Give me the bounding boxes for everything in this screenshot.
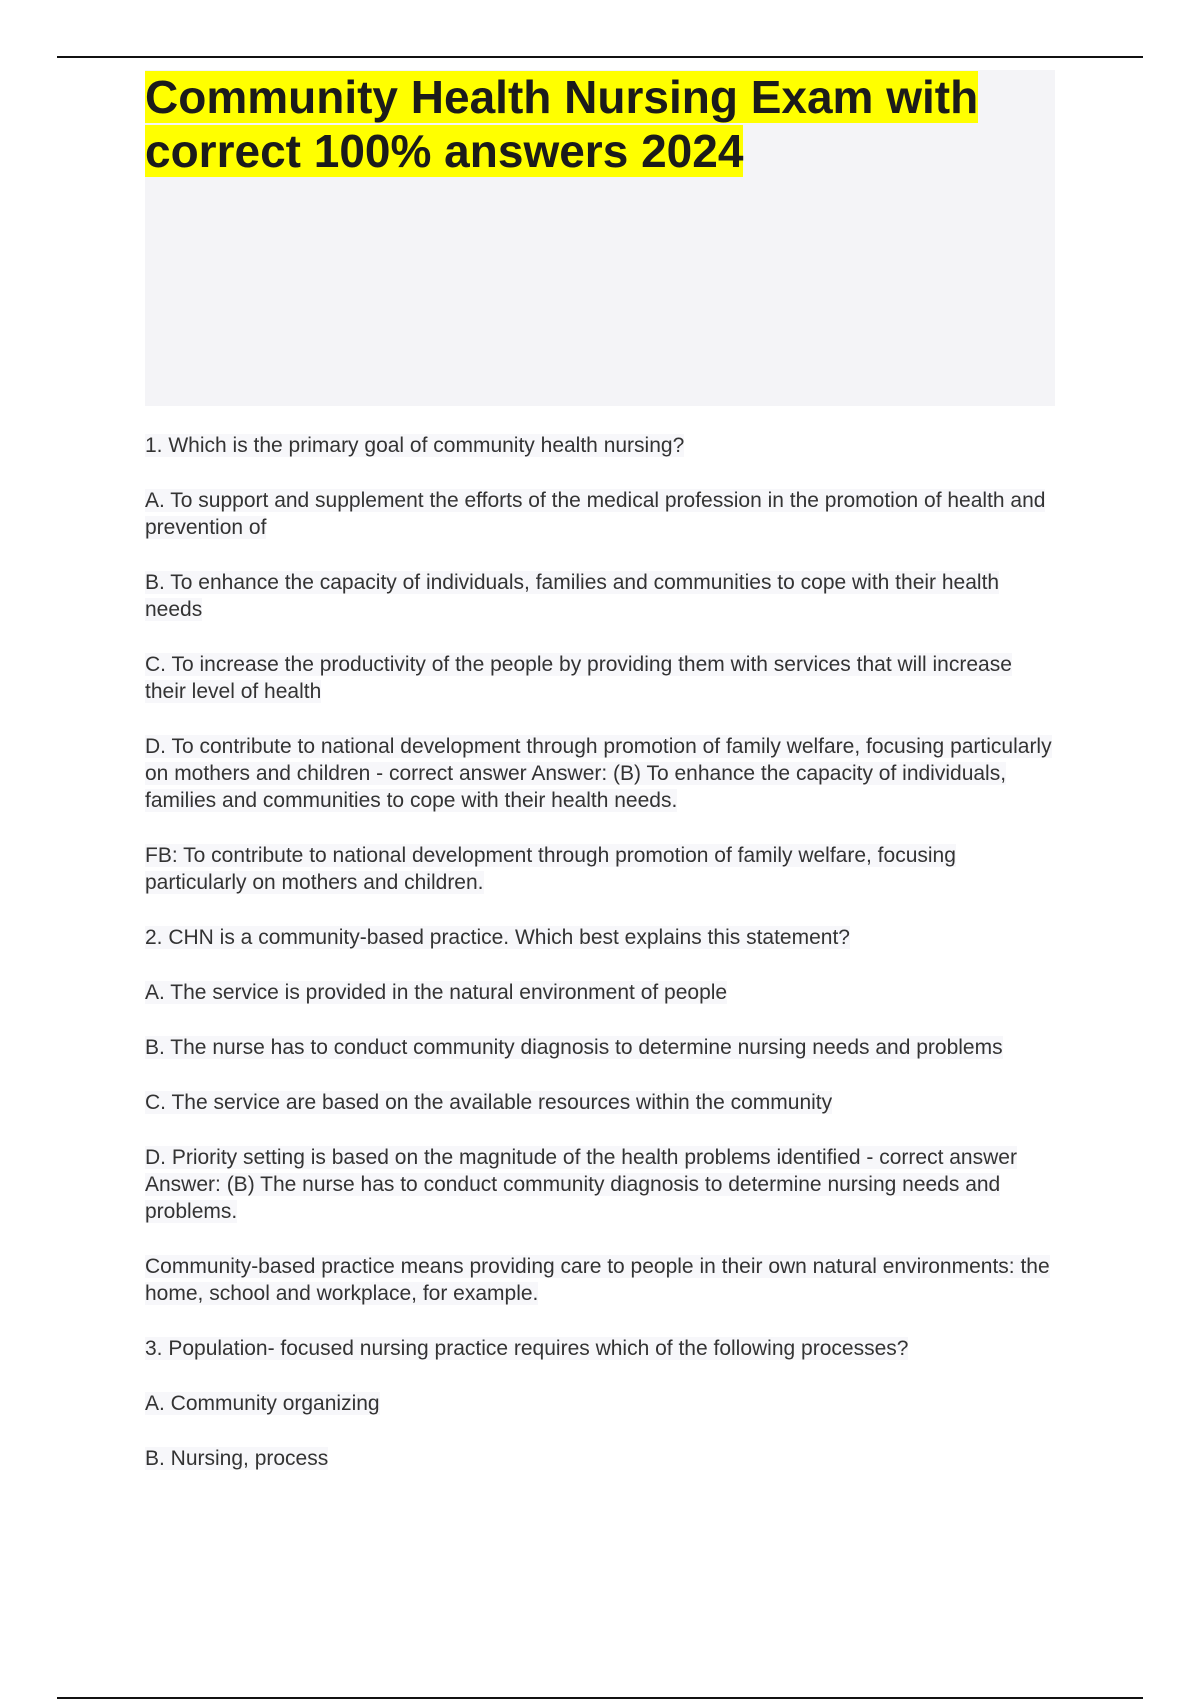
question-3: 3. Population- focused nursing practice requires which of the following processes? [145, 1337, 909, 1360]
question-2-option-b: B. The nurse has to conduct community diagnosis to determine nursing needs and problems [145, 1036, 1003, 1059]
question-1-option-b: B. To enhance the capacity of individuals, families and communities to cope with their health needs [145, 571, 1000, 621]
question-2-option-a: A. The service is provided in the natural environment of people [145, 981, 728, 1004]
question-2: 2. CHN is a community-based practice. Which best explains this statement? [145, 926, 850, 949]
bottom-rule [57, 1697, 1143, 1699]
question-1-option-d-answer: D. To contribute to national development through promotion of family welfare, focusing particularly on mothers and children - correct answer Answer: (B) To enhance the capacity of individuals, families and communities to cope with their health needs. [145, 735, 1052, 812]
question-3-option-a: A. Community organizing [145, 1392, 380, 1415]
question-2-explanation: Community-based practice means providing care to people in their own natural environments: the home, school and workplace, for example. [145, 1255, 1050, 1305]
question-1-option-c: C. To increase the productivity of the people by providing them with services that will increase their level of health [145, 653, 1012, 703]
question-2-option-c: C. The service are based on the available resources within the community [145, 1091, 833, 1114]
document-page [145, 70, 1055, 1500]
document-title: Community Health Nursing Exam with correct 100% answers 2024 [145, 71, 979, 177]
question-2-option-d-answer: D. Priority setting is based on the magnitude of the health problems identified - correct answer Answer: (B) The nurse has to conduct community diagnosis to determine nursing needs and problems. [145, 1146, 1017, 1223]
question-1: 1. Which is the primary goal of community health nursing? [145, 434, 685, 457]
question-1-feedback: FB: To contribute to national development through promotion of family welfare, focusing particularly on mothers and children. [145, 844, 956, 894]
question-3-option-b: B. Nursing, process [145, 1447, 329, 1470]
document-body [145, 432, 1055, 1472]
top-rule [57, 56, 1143, 58]
question-1-option-a: A. To support and supplement the efforts of the medical profession in the promotion of health and prevention of [145, 489, 1046, 539]
title-block [145, 70, 1055, 406]
